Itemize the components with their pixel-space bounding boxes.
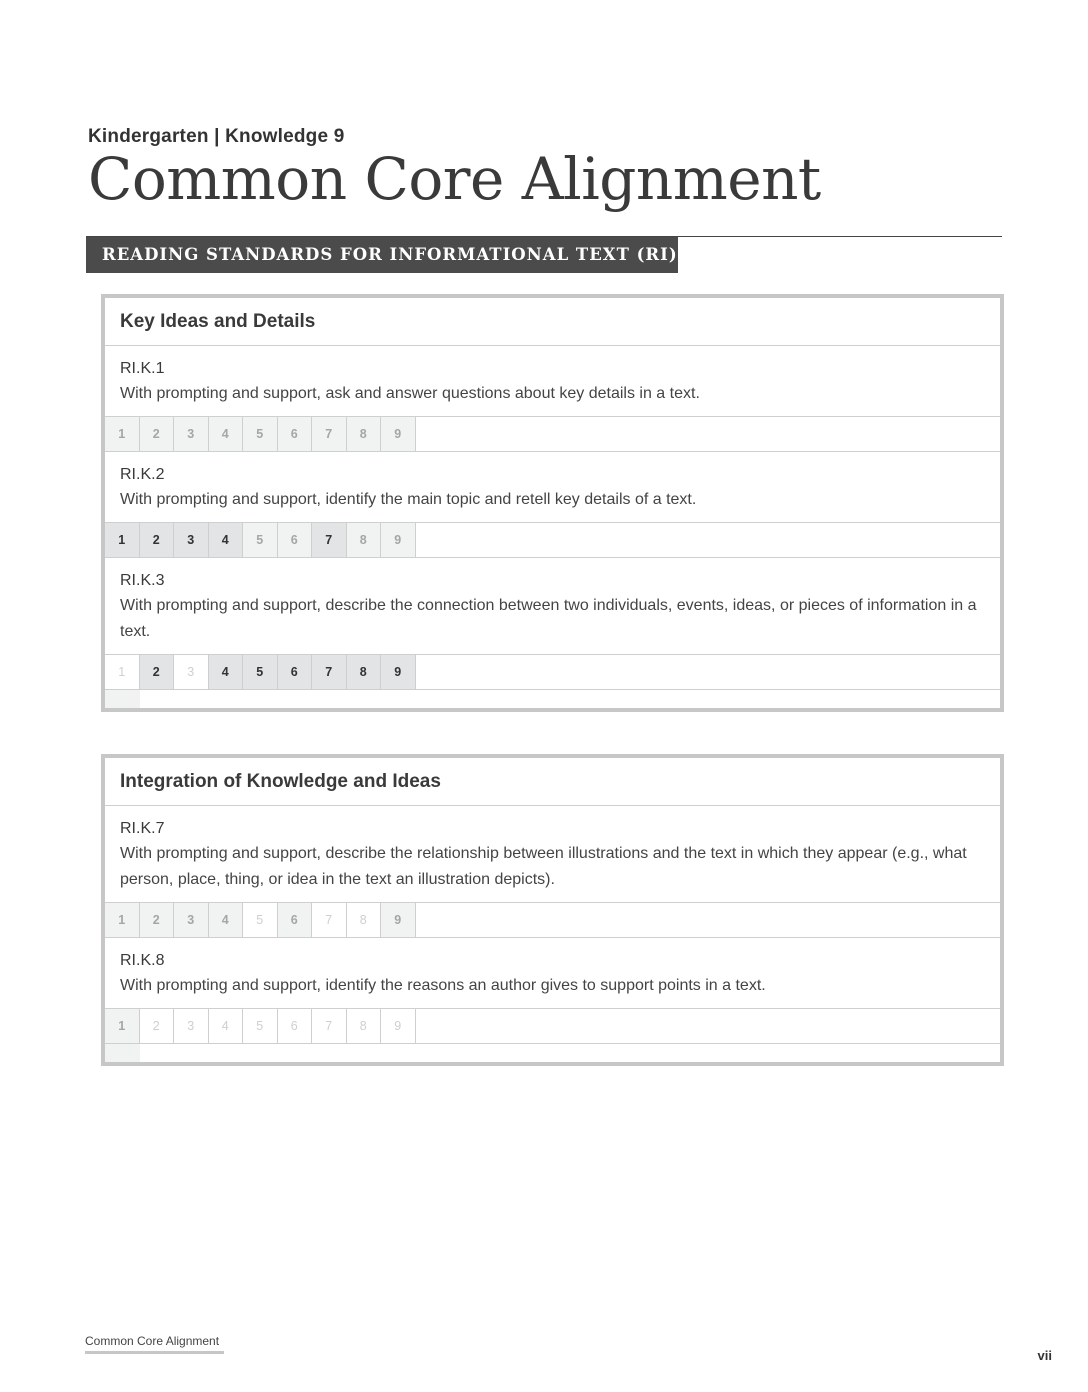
day-cell: 7 — [312, 417, 347, 451]
day-cell: 7 — [312, 903, 347, 937]
day-cell: 5 — [243, 523, 278, 557]
standards-box-key-ideas — [101, 294, 1004, 712]
day-cell: 8 — [347, 1009, 382, 1043]
standard-entry — [105, 938, 1000, 1009]
section-banner: READING STANDARDS FOR INFORMATIONAL TEXT (RI) — [86, 237, 678, 273]
day-cell: 9 — [381, 523, 416, 557]
day-cell: 2 — [140, 1009, 175, 1043]
day-cell: 8 — [347, 903, 382, 937]
day-cell: 3 — [174, 903, 209, 937]
footer-cell — [105, 1044, 140, 1062]
day-cell: 3 — [174, 655, 209, 689]
footer-cell — [105, 690, 140, 708]
standard-code: RI.K.8 — [120, 952, 165, 969]
day-cell: 5 — [243, 655, 278, 689]
standard-entry — [105, 346, 1000, 417]
day-cell: 9 — [381, 1009, 416, 1043]
day-cell: 5 — [243, 903, 278, 937]
day-cell: 3 — [174, 1009, 209, 1043]
day-cell: 5 — [243, 417, 278, 451]
standard-description: With prompting and support, describe the connection between two individuals, events, ideas, or pieces of information in a text. — [120, 597, 977, 640]
day-cell: 9 — [381, 655, 416, 689]
standard-code: RI.K.1 — [120, 360, 165, 377]
day-cell: 2 — [140, 903, 175, 937]
day-cell: 4 — [209, 1009, 244, 1043]
standard-description: With prompting and support, identify the main topic and retell key details of a text. — [120, 491, 697, 508]
day-cell: 6 — [278, 417, 313, 451]
standard-code: RI.K.7 — [120, 820, 165, 837]
day-cell: 1 — [105, 655, 140, 689]
day-row — [105, 655, 1000, 690]
footer-label: Common Core Alignment — [85, 1334, 220, 1348]
day-cell: 3 — [174, 417, 209, 451]
day-row — [105, 1009, 1000, 1044]
day-cell: 2 — [140, 655, 175, 689]
standard-description: With prompting and support, identify the reasons an author gives to support points in a text. — [120, 977, 766, 994]
day-cell: 2 — [140, 417, 175, 451]
day-cell: 1 — [105, 903, 140, 937]
day-cell: 4 — [209, 655, 244, 689]
standard-code: RI.K.3 — [120, 572, 165, 589]
day-cell: 8 — [347, 655, 382, 689]
day-cell: 9 — [381, 417, 416, 451]
page-header — [88, 126, 1008, 213]
day-cell: 6 — [278, 1009, 313, 1043]
footer-rule — [85, 1351, 224, 1354]
day-row — [105, 903, 1000, 938]
day-cell: 1 — [105, 523, 140, 557]
day-cell: 2 — [140, 523, 175, 557]
day-cell: 1 — [105, 1009, 140, 1043]
box-heading: Integration of Knowledge and Ideas — [105, 758, 1000, 806]
day-cell: 1 — [105, 417, 140, 451]
day-cell: 3 — [174, 523, 209, 557]
day-cell: 7 — [312, 1009, 347, 1043]
day-cell: 9 — [381, 903, 416, 937]
page-number: vii — [1037, 1348, 1052, 1363]
day-cell: 6 — [278, 655, 313, 689]
day-cell: 4 — [209, 523, 244, 557]
box-footer — [105, 1044, 1000, 1062]
grade-unit-label: Kindergarten | Knowledge 9 — [88, 126, 345, 147]
day-row — [105, 417, 1000, 452]
box-footer — [105, 690, 1000, 708]
day-cell: 6 — [278, 903, 313, 937]
day-cell: 6 — [278, 523, 313, 557]
day-cell: 7 — [312, 523, 347, 557]
day-cell: 8 — [347, 417, 382, 451]
day-cell: 7 — [312, 655, 347, 689]
standard-description: With prompting and support, describe the relationship between illustrations and the text in which they appear (e.g., what person, place, thing, or idea in the text an illustration depicts). — [120, 845, 967, 888]
standard-code: RI.K.2 — [120, 466, 165, 483]
standard-description: With prompting and support, ask and answer questions about key details in a text. — [120, 385, 700, 402]
standard-entry — [105, 452, 1000, 523]
day-cell: 4 — [209, 417, 244, 451]
standard-entry — [105, 806, 1000, 903]
day-cell: 4 — [209, 903, 244, 937]
standards-box-integration — [101, 754, 1004, 1066]
day-cell: 8 — [347, 523, 382, 557]
page-title: Common Core Alignment — [88, 145, 821, 213]
box-heading: Key Ideas and Details — [105, 298, 1000, 346]
day-row — [105, 523, 1000, 558]
day-cell: 5 — [243, 1009, 278, 1043]
standard-entry — [105, 558, 1000, 655]
